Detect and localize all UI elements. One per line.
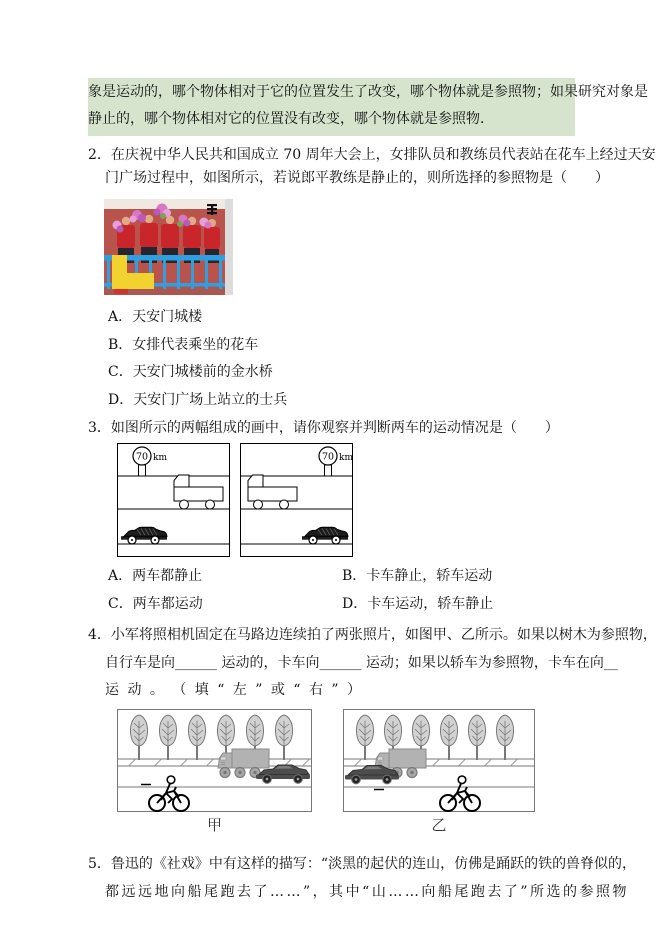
question-5 (88, 850, 637, 906)
question-2-options (88, 304, 575, 414)
question-4-line-1: 4．小军将照相机固定在马路边连续拍了两张照片，如图甲、乙所示。如果以树木为参照物， (88, 627, 657, 643)
q4-panel-jia (117, 709, 312, 836)
question-5-line-1: 5．鲁迅的《社戏》中有这样的描写：“淡黑的起伏的连山，仿佛是踊跃的铁的兽脊似的， (88, 855, 637, 872)
question-2-line-2: 门广场过程中，如图所示，若说郎平教练是静止的，则所选择的参照物是（ ） (105, 170, 609, 186)
question-2-line-1: 2．在庆祝中华人民共和国成立 70 周年大会上，女排队员和教练员代表站在花车上经过天安 (88, 147, 656, 163)
q4-label-jia: 甲 (206, 815, 222, 834)
question-4-figure (117, 709, 575, 836)
q2-option-b: B．女排代表乘坐的花车 (108, 336, 259, 353)
q2-option-d: D．天安门广场上站立的士兵 (108, 391, 288, 408)
question-4-line-2: 自行车是向______ 运动的，卡车向______ 运动；如果以轿车为参照物，卡车在向__ (105, 654, 618, 671)
note-line-1: 象是运动的，哪个物体相对于它的位置发生了改变，哪个物体就是参照物；如果研究对象是 (88, 84, 648, 100)
question-2 (88, 144, 656, 190)
note-line-2: 静止的，哪个物体相对它的位置没有改变，哪个物体就是参照物． (88, 111, 494, 127)
question-3-figure (117, 443, 575, 557)
photo-sign-text (207, 204, 217, 215)
highlighted-note (88, 78, 648, 136)
q3-option-a: A．两车都静止 (108, 568, 203, 584)
q4-scene-jia (117, 709, 312, 812)
q4-label-yi: 乙 (431, 815, 447, 834)
question-3-text: 3．如图所示的两幅组成的画中，请你观察并判断两车的运动情况是（ ） (88, 420, 559, 436)
q2-option-a: A．天安门城楼 (108, 309, 203, 325)
svg-text:km: km (153, 453, 167, 463)
svg-text:70: 70 (135, 451, 149, 463)
q4-scene-yi (343, 709, 535, 812)
q4-panel-yi (343, 709, 535, 836)
worksheet-page (88, 78, 657, 906)
question-5-line-2: 都远远地向船尾跑去了……”，其中“山……向船尾跑去了”所选的参照物 (105, 883, 629, 900)
q3-option-d: D．卡车运动，轿车静止 (342, 595, 494, 612)
question-4-line-3: 运 动 。 （ 填 “ 左 ” 或 “ 右 ” ） (105, 682, 364, 698)
q3-option-c: C．两车都运动 (108, 595, 203, 612)
q3-panel-2 (240, 443, 353, 557)
q3-option-b: B．卡车静止，轿车运动 (342, 568, 493, 584)
question-2-photo (104, 199, 575, 295)
q3-panel-1 (117, 443, 230, 557)
question-3-options (88, 563, 575, 618)
q2-option-c: C．天安门城楼前的金水桥 (108, 364, 273, 380)
parade-float-photo (104, 199, 233, 295)
question-4 (88, 622, 657, 705)
svg-text:km: km (339, 453, 353, 463)
svg-text:70: 70 (321, 451, 335, 463)
